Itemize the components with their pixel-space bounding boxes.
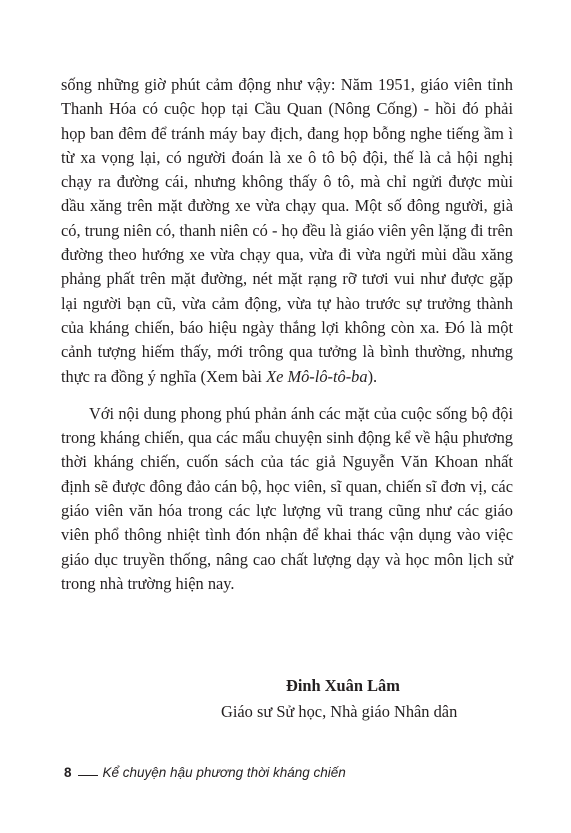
- text-line: hồi đó phải họp ban đêm để tránh máy bay địch, đang họp: [61, 99, 513, 143]
- text-line: Nguyễn Văn Khoan nhất định sẽ được đông đảo cán bộ, học: [61, 452, 513, 496]
- text-line: qua tưởng là bình thường, nhưng thực ra đồng ý nghĩa (Xem: [61, 342, 513, 386]
- text-line: trong nhà trường hiện nay.: [61, 573, 235, 593]
- footer-rule: [78, 775, 98, 776]
- text-line: không còn xa. Đó là một cảnh tượng hiếm thấy, mới trông: [61, 317, 514, 362]
- text-line: tô bộ đội, thế là cả hội nghị chạy ra đường cái, nhưng không: [61, 147, 513, 192]
- page-footer: [64, 764, 346, 782]
- author-title: Giáo sư Sử học, Nhà giáo Nhân dân: [221, 702, 458, 721]
- text-line: Với nội dung phong phú phản ánh các mặt của cuộc sống: [89, 403, 468, 423]
- text-line: sống những giờ phút cảm động như vậy: Năm 1951, giáo viên: [61, 75, 483, 94]
- text-line: thấy ô tô, mà chỉ ngửi được mùi dầu xăng trên mặt đường: [61, 172, 513, 216]
- text-line: viên, sĩ quan, chiến sĩ đơn vị, các giáo viên văn hóa trong: [61, 476, 513, 521]
- text-line: bộ đội trong kháng chiến, qua các mẩu chuyện sinh động: [61, 403, 513, 448]
- text-line: nhiệt tình đón nhận để khai thác vận dụng vào việc giáo dục: [61, 525, 513, 569]
- running-title: Kể chuyện hậu phương thời kháng chiến: [102, 765, 346, 780]
- text-line: truyền thống, nâng cao chất lượng dạy và học môn lịch sử: [122, 549, 514, 569]
- text-line: được gặp lại người bạn cũ, vừa cảm động, vừa tự hào trước: [61, 269, 513, 313]
- text-line: các lực lượng vũ trang cũng như các giáo viên phổ thông: [61, 501, 513, 545]
- text-line: theo hướng xe vừa chạy qua, vừa đi vừa ngửi mùi dầu xăng: [108, 245, 513, 265]
- text-line: tỉnh Thanh Hóa có cuộc họp tại Cầu Quan (Nông Cống) -: [61, 75, 513, 119]
- text-line: sự trưởng thành của kháng chiến, báo hiệu ngày thắng lợi: [61, 293, 514, 337]
- story-title-reference: Xe Mô-lô-tô-ba: [266, 366, 368, 386]
- text-line: kể về hậu phương thời kháng chiến, cuốn sách của tác giả: [61, 428, 513, 472]
- signature-block: [61, 673, 513, 725]
- text-line: bỗng nghe tiếng ầm ì từ xa vọng lại, có người đoán là xe ô: [61, 123, 513, 167]
- paragraph-1: [61, 73, 513, 389]
- text-line: phảng phất trên mặt đường, nét mặt rạng rỡ tươi vui như: [61, 269, 446, 289]
- text-line: bài: [241, 366, 267, 386]
- author-name: Đinh Xuân Lâm: [286, 676, 400, 695]
- text-line: ).: [367, 366, 378, 386]
- page-number: 8: [64, 765, 72, 780]
- body-text: [61, 73, 513, 596]
- text-line: xe vừa chạy qua. Một số đông người, già có, trung niên có,: [61, 196, 513, 240]
- text-line: thanh niên có - họ đều là giáo viên yên lặng đi trên đường: [61, 220, 513, 265]
- paragraph-2: [61, 402, 513, 596]
